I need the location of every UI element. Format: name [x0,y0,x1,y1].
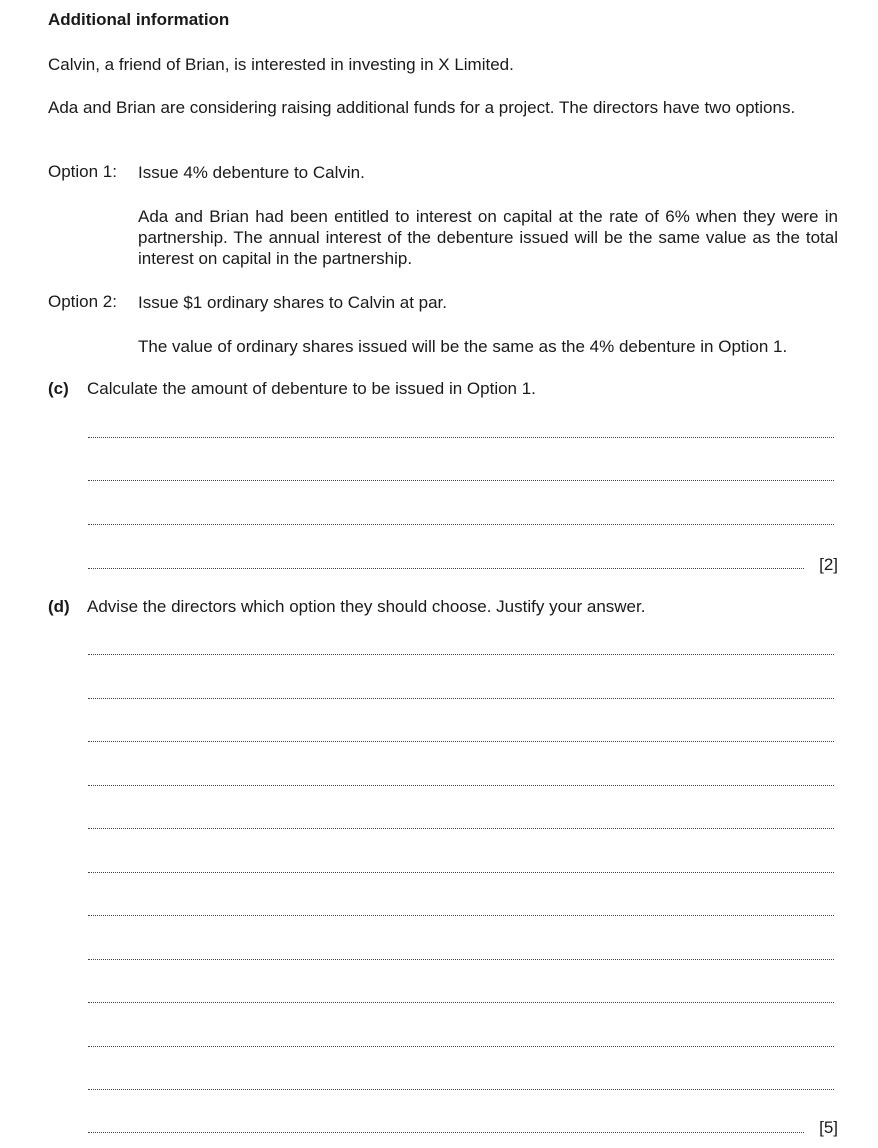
answer-line[interactable] [88,785,834,786]
answer-line[interactable] [88,437,834,438]
answer-line[interactable] [88,1089,834,1090]
answer-line[interactable] [88,959,834,960]
option-2-detail: The value of ordinary shares issued will be the same as the 4% debenture in Option 1. [138,337,788,356]
question-d-mark: [5] [819,1118,838,1137]
option-1-detail: Ada and Brian had been entitled to interest on capital at the rate of 6% when they were in partnership. The annual interest of the debenture issued will be the same value as the total interest on capital in the partnership. [138,207,838,268]
answer-line[interactable] [88,828,834,829]
intro-paragraph-1: Calvin, a friend of Brian, is interested in investing in X Limited. [48,55,514,74]
question-d-label: (d) [48,597,70,616]
question-c-text: Calculate the amount of debenture to be issued in Option 1. [87,379,536,398]
option-2-title: Issue $1 ordinary shares to Calvin at par. [138,293,447,312]
question-c-mark: [2] [819,555,838,574]
answer-line[interactable] [88,1132,804,1133]
answer-line[interactable] [88,915,834,916]
section-heading: Additional information [48,10,230,29]
answer-line[interactable] [88,1002,834,1003]
answer-line[interactable] [88,1046,834,1047]
answer-line[interactable] [88,654,834,655]
answer-line[interactable] [88,524,834,525]
answer-line[interactable] [88,741,834,742]
answer-line[interactable] [88,568,804,569]
answer-line[interactable] [88,480,834,481]
answer-line[interactable] [88,872,834,873]
option-1-title: Issue 4% debenture to Calvin. [138,163,365,182]
question-d-text: Advise the directors which option they should choose. Justify your answer. [87,597,646,616]
answer-line[interactable] [88,698,834,699]
intro-paragraph-2: Ada and Brian are considering raising additional funds for a project. The directors have two options. [48,98,796,117]
option-1-label: Option 1: [48,162,117,181]
question-c-label: (c) [48,379,69,398]
option-2-label: Option 2: [48,292,117,311]
